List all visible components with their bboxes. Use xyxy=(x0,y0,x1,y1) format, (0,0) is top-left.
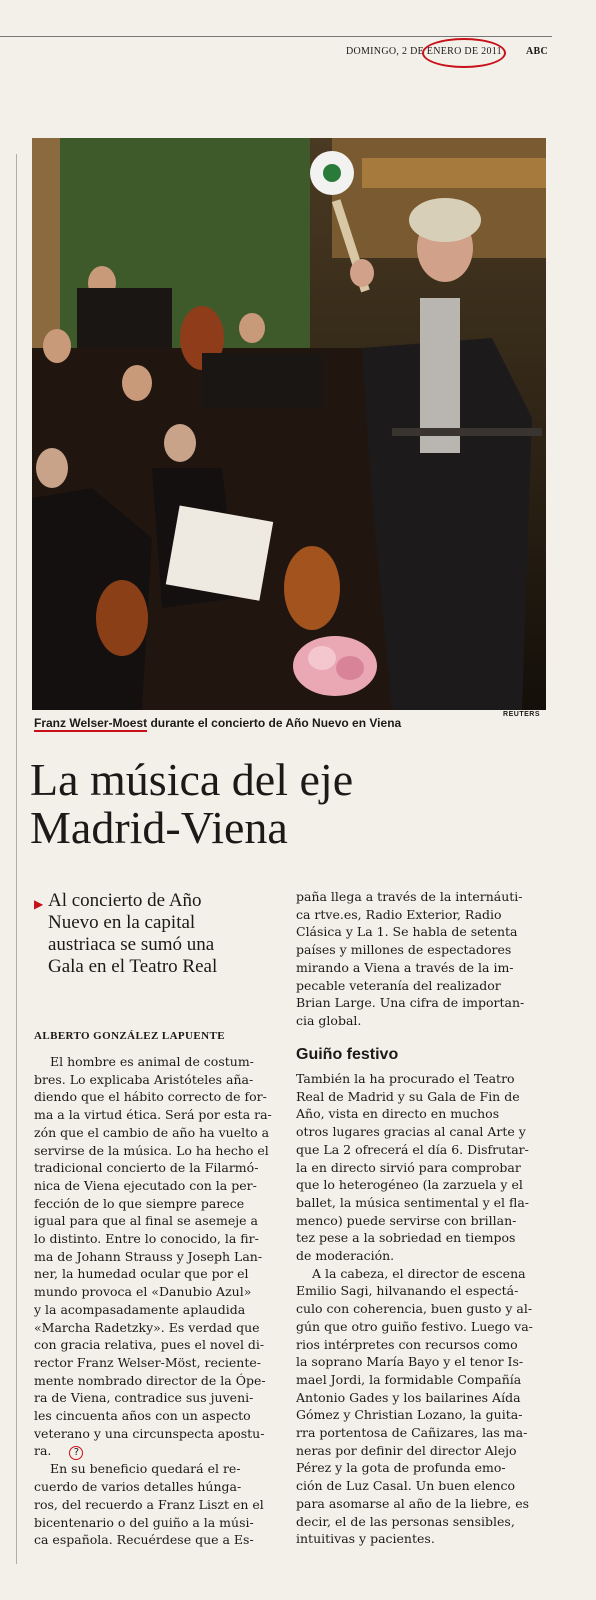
body-line: «Marcha Radetzky». Es verdad que xyxy=(34,1319,260,1335)
header-date: DOMINGO, 2 DE ENERO DE 2011 xyxy=(345,46,502,57)
concert-photo xyxy=(32,138,546,710)
body-line: Gómez y Christian Lozano, la guita- xyxy=(296,1407,523,1423)
body-line: intuitivas y pacientes. xyxy=(296,1531,435,1547)
subheading: Guiño festivo xyxy=(296,1046,399,1063)
caption-text: durante el concierto de Año Nuevo en Viena xyxy=(147,716,402,730)
body-line: la en directo sirvió para comprobar xyxy=(296,1159,521,1175)
body-line: ma de Johann Strauss y Joseph Lan- xyxy=(34,1248,263,1264)
body-line: Clásica y La 1. Se habla de setenta xyxy=(296,924,518,940)
body-line: paña llega a través de la internáuti- xyxy=(296,889,523,904)
body-line: para asomarse al año de la liebre, es xyxy=(296,1495,530,1511)
caption-name: Franz Welser-Moest xyxy=(34,716,148,730)
lead-line: austriaca se sumó una xyxy=(48,934,215,955)
body-line: menco) puede servirse con brillan- xyxy=(296,1212,517,1228)
body-line: diendo que el hábito correcto de for- xyxy=(34,1089,267,1105)
body-line: veterano y una circunspecta apostu- xyxy=(34,1425,265,1441)
body-line: Emilio Sagi, hilvanando el espectá- xyxy=(296,1283,519,1299)
red-circle-annotation xyxy=(422,38,506,68)
body-line: A la cabeza, el director de escena xyxy=(312,1265,526,1281)
body-line: y la acompasadamente aplaudida xyxy=(34,1301,246,1317)
body-line: fección de lo que siempre parece xyxy=(34,1195,245,1211)
body-line: pecable veteranía del realizador xyxy=(296,977,501,993)
column-rule xyxy=(16,154,17,1564)
body-line: Pérez y la gota de profunda emo- xyxy=(296,1460,506,1476)
body-line: ros, del recuerdo a Franz Liszt en el xyxy=(34,1496,264,1512)
body-line: servirse de la música. Lo ha hecho el xyxy=(34,1142,269,1158)
headline-line-2: Madrid-Viena xyxy=(30,802,288,853)
body-line: Año, vista en directo en muchos xyxy=(296,1106,500,1122)
body-line: rra portentosa de Cañizares, las ma- xyxy=(296,1425,528,1441)
body-line: que La 2 ofrecerá el día 6. Disfrutar- xyxy=(296,1141,529,1157)
lead-summary xyxy=(34,890,282,978)
body-line: ra. xyxy=(34,1443,52,1459)
body-line: lo distinto. Entre lo conocido, la fir- xyxy=(34,1231,259,1247)
body-line: bicentenario o del guiño a la músi- xyxy=(34,1514,254,1530)
body-line: ma a la virtud ética. Será por esta ra- xyxy=(34,1107,272,1123)
body-line: Real de Madrid y su Gala de Fin de xyxy=(296,1088,520,1104)
top-rule xyxy=(0,36,552,37)
body-line: rios intérpretes con recursos como xyxy=(296,1336,518,1352)
body-line: En su beneficio quedará el re- xyxy=(50,1461,241,1477)
body-line: neras por definir del director Alejo xyxy=(296,1442,517,1458)
body-line: ca española. Recuérdese que a Es- xyxy=(34,1532,254,1548)
body-line: tez pese a la sobriedad en tiempos xyxy=(296,1230,516,1246)
body-line: ca rtve.es, Radio Exterior, Radio xyxy=(296,906,502,922)
body-line: cia global. xyxy=(296,1012,362,1028)
body-line-with-mark xyxy=(34,1442,280,1460)
body-line: les cincuenta años con un aspecto xyxy=(34,1408,251,1424)
body-column-2-bottom xyxy=(296,1070,544,1548)
body-line: con gracia relativa, pues el novel di- xyxy=(34,1337,265,1353)
body-line: la soprano María Bayo y el tenor Is- xyxy=(296,1354,524,1370)
headline-line-1: La música del eje xyxy=(30,754,354,805)
body-line: Antonio Gades y los bailarines Aída xyxy=(296,1389,521,1405)
lead-line: Nuevo en la capital xyxy=(48,912,196,933)
body-line: países y millones de espectadores xyxy=(296,942,512,958)
byline: ALBERTO GONZÁLEZ LAPUENTE xyxy=(34,1030,225,1042)
photo-caption xyxy=(34,716,401,730)
body-line: Brian Large. Una cifra de importan- xyxy=(296,995,525,1011)
body-line: otros lugares gracias al canal Arte y xyxy=(296,1124,526,1140)
body-line: ción de Luz Casal. Un buen elenco xyxy=(296,1478,516,1494)
body-line: rector Franz Welser-Möst, reciente- xyxy=(34,1354,261,1370)
body-line: que lo heterogéneo (la zarzuela y el xyxy=(296,1177,523,1193)
body-line: de moderación. xyxy=(296,1248,395,1264)
body-line: También la ha procurado el Teatro xyxy=(296,1071,515,1086)
body-line: ra de Viena, contradice sus juveni- xyxy=(34,1390,254,1406)
body-line: nica de Viena ejecutado con la per- xyxy=(34,1177,257,1193)
body-line: cuerdo de varios detalles húnga- xyxy=(34,1479,242,1495)
body-line: El hombre es animal de costum- xyxy=(50,1054,254,1069)
body-column-2-top xyxy=(296,888,544,1030)
body-line: mente nombrado director de la Ópe- xyxy=(34,1372,266,1388)
publication-name: ABC xyxy=(525,46,548,57)
body-line: decir, el de las personas sensibles, xyxy=(296,1513,515,1529)
body-line: ner, la humedad ocular que por el xyxy=(34,1266,249,1282)
lead-line: Al concierto de Año xyxy=(48,890,202,911)
body-line: mundo provoca el «Danubio Azul» xyxy=(34,1284,252,1300)
bullet-triangle-icon: ▶ xyxy=(34,897,44,911)
body-line: ballet, la música sentimental y el fla- xyxy=(296,1194,530,1210)
body-line: zón que el cambio de año ha vuelto a xyxy=(34,1124,270,1140)
body-column-1 xyxy=(34,1053,280,1549)
body-line: igual para que al final se asemeje a xyxy=(34,1213,258,1229)
question-mark-annotation: ? xyxy=(69,1446,83,1460)
body-line: bres. Lo explicaba Aristóteles aña- xyxy=(34,1071,254,1087)
body-line: mirando a Viena a través de la im- xyxy=(296,959,514,975)
photo-credit: REUTERS xyxy=(503,711,540,718)
body-line: culo con coherencia, buen gusto y al- xyxy=(296,1301,533,1317)
headline xyxy=(30,756,550,852)
body-line: tradicional concierto de la Filarmó- xyxy=(34,1160,259,1176)
body-line: gún que otro guiño festivo. Luego va- xyxy=(296,1318,533,1334)
body-line: mael Jordi, la formidable Compañía xyxy=(296,1371,522,1387)
lead-line: Gala en el Teatro Real xyxy=(48,956,218,977)
